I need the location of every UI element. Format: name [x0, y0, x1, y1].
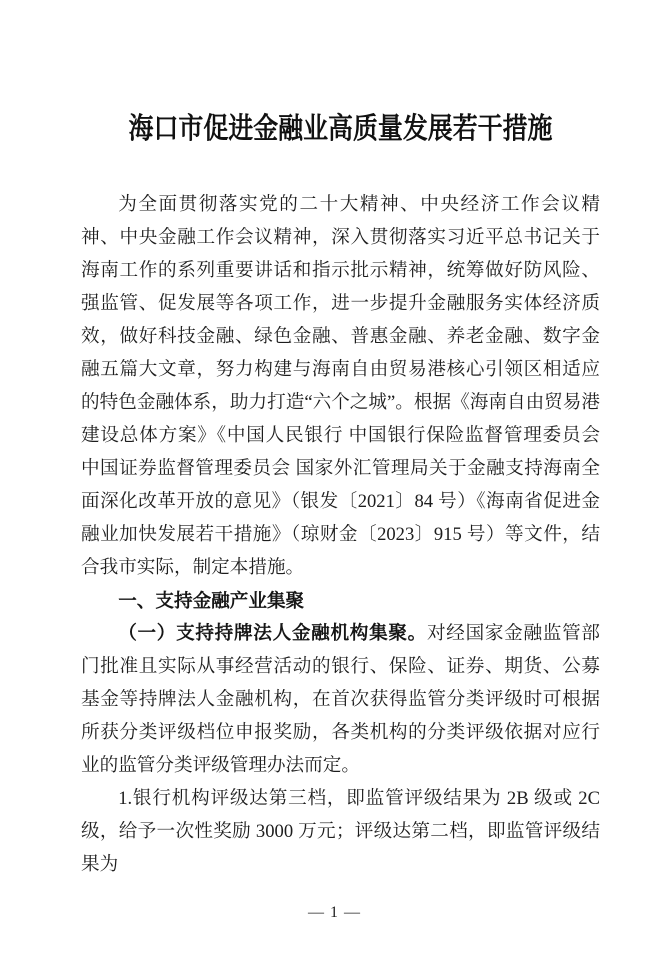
- intro-paragraph: 为全面贯彻落实党的二十大精神、中央经济工作会议精神、中央金融工作会议精神，深入贯彻落实习近平总书记关于海南工作的系列重要讲话和指示批示精神，统筹做好防风险、强监管、促发展等各项工作，进一步提升金融服务实体经济质效，做好科技金融、绿色金融、普惠金融、养老金融、数字金融五篇大文章，努力构建与海南自由贸易港核心引领区相适应的特色金融体系，助力打造“六个之城”。根据《海南自由贸易港建设总体方案》《中国人民银行 中国银行保险监督管理委员会 中国证券监督管理委员会 国家外汇管理局关于金融支持海南全面深化改革开放的意见》（银发〔2021〕84 号）《海南省促进金融业加快发展若干措施》（琼财金〔2023〕915 号）等文件，结合我市实际，制定本措施。: [81, 194, 600, 578]
- document-title: [81, 106, 600, 152]
- item-lead-text: （一）支持持牌法人金融机构集聚。: [118, 623, 427, 644]
- item-paragraph: [81, 617, 600, 782]
- section-heading: 一、支持金融产业集聚: [118, 590, 305, 611]
- document-title-text: 海口市促进金融业高质量发展若干措施: [128, 113, 553, 145]
- clause-paragraph: 1.银行机构评级达第三档，即监管评级结果为 2B 级或 2C 级，给予一次性奖励 3000 万元；评级达第二档，即监管评级结果为: [81, 788, 600, 875]
- item-body-text: 对经国家金融监管部门批准且实际从事经营活动的银行、保险、证券、期货、公募基金等持牌法人金融机构，在首次获得监管分类评级时可根据所获分类评级档位申报奖励，各类机构的分类评级依据对应行业的监管分类评级管理办法而定。: [81, 623, 600, 776]
- page-number: — 1 —: [308, 904, 361, 921]
